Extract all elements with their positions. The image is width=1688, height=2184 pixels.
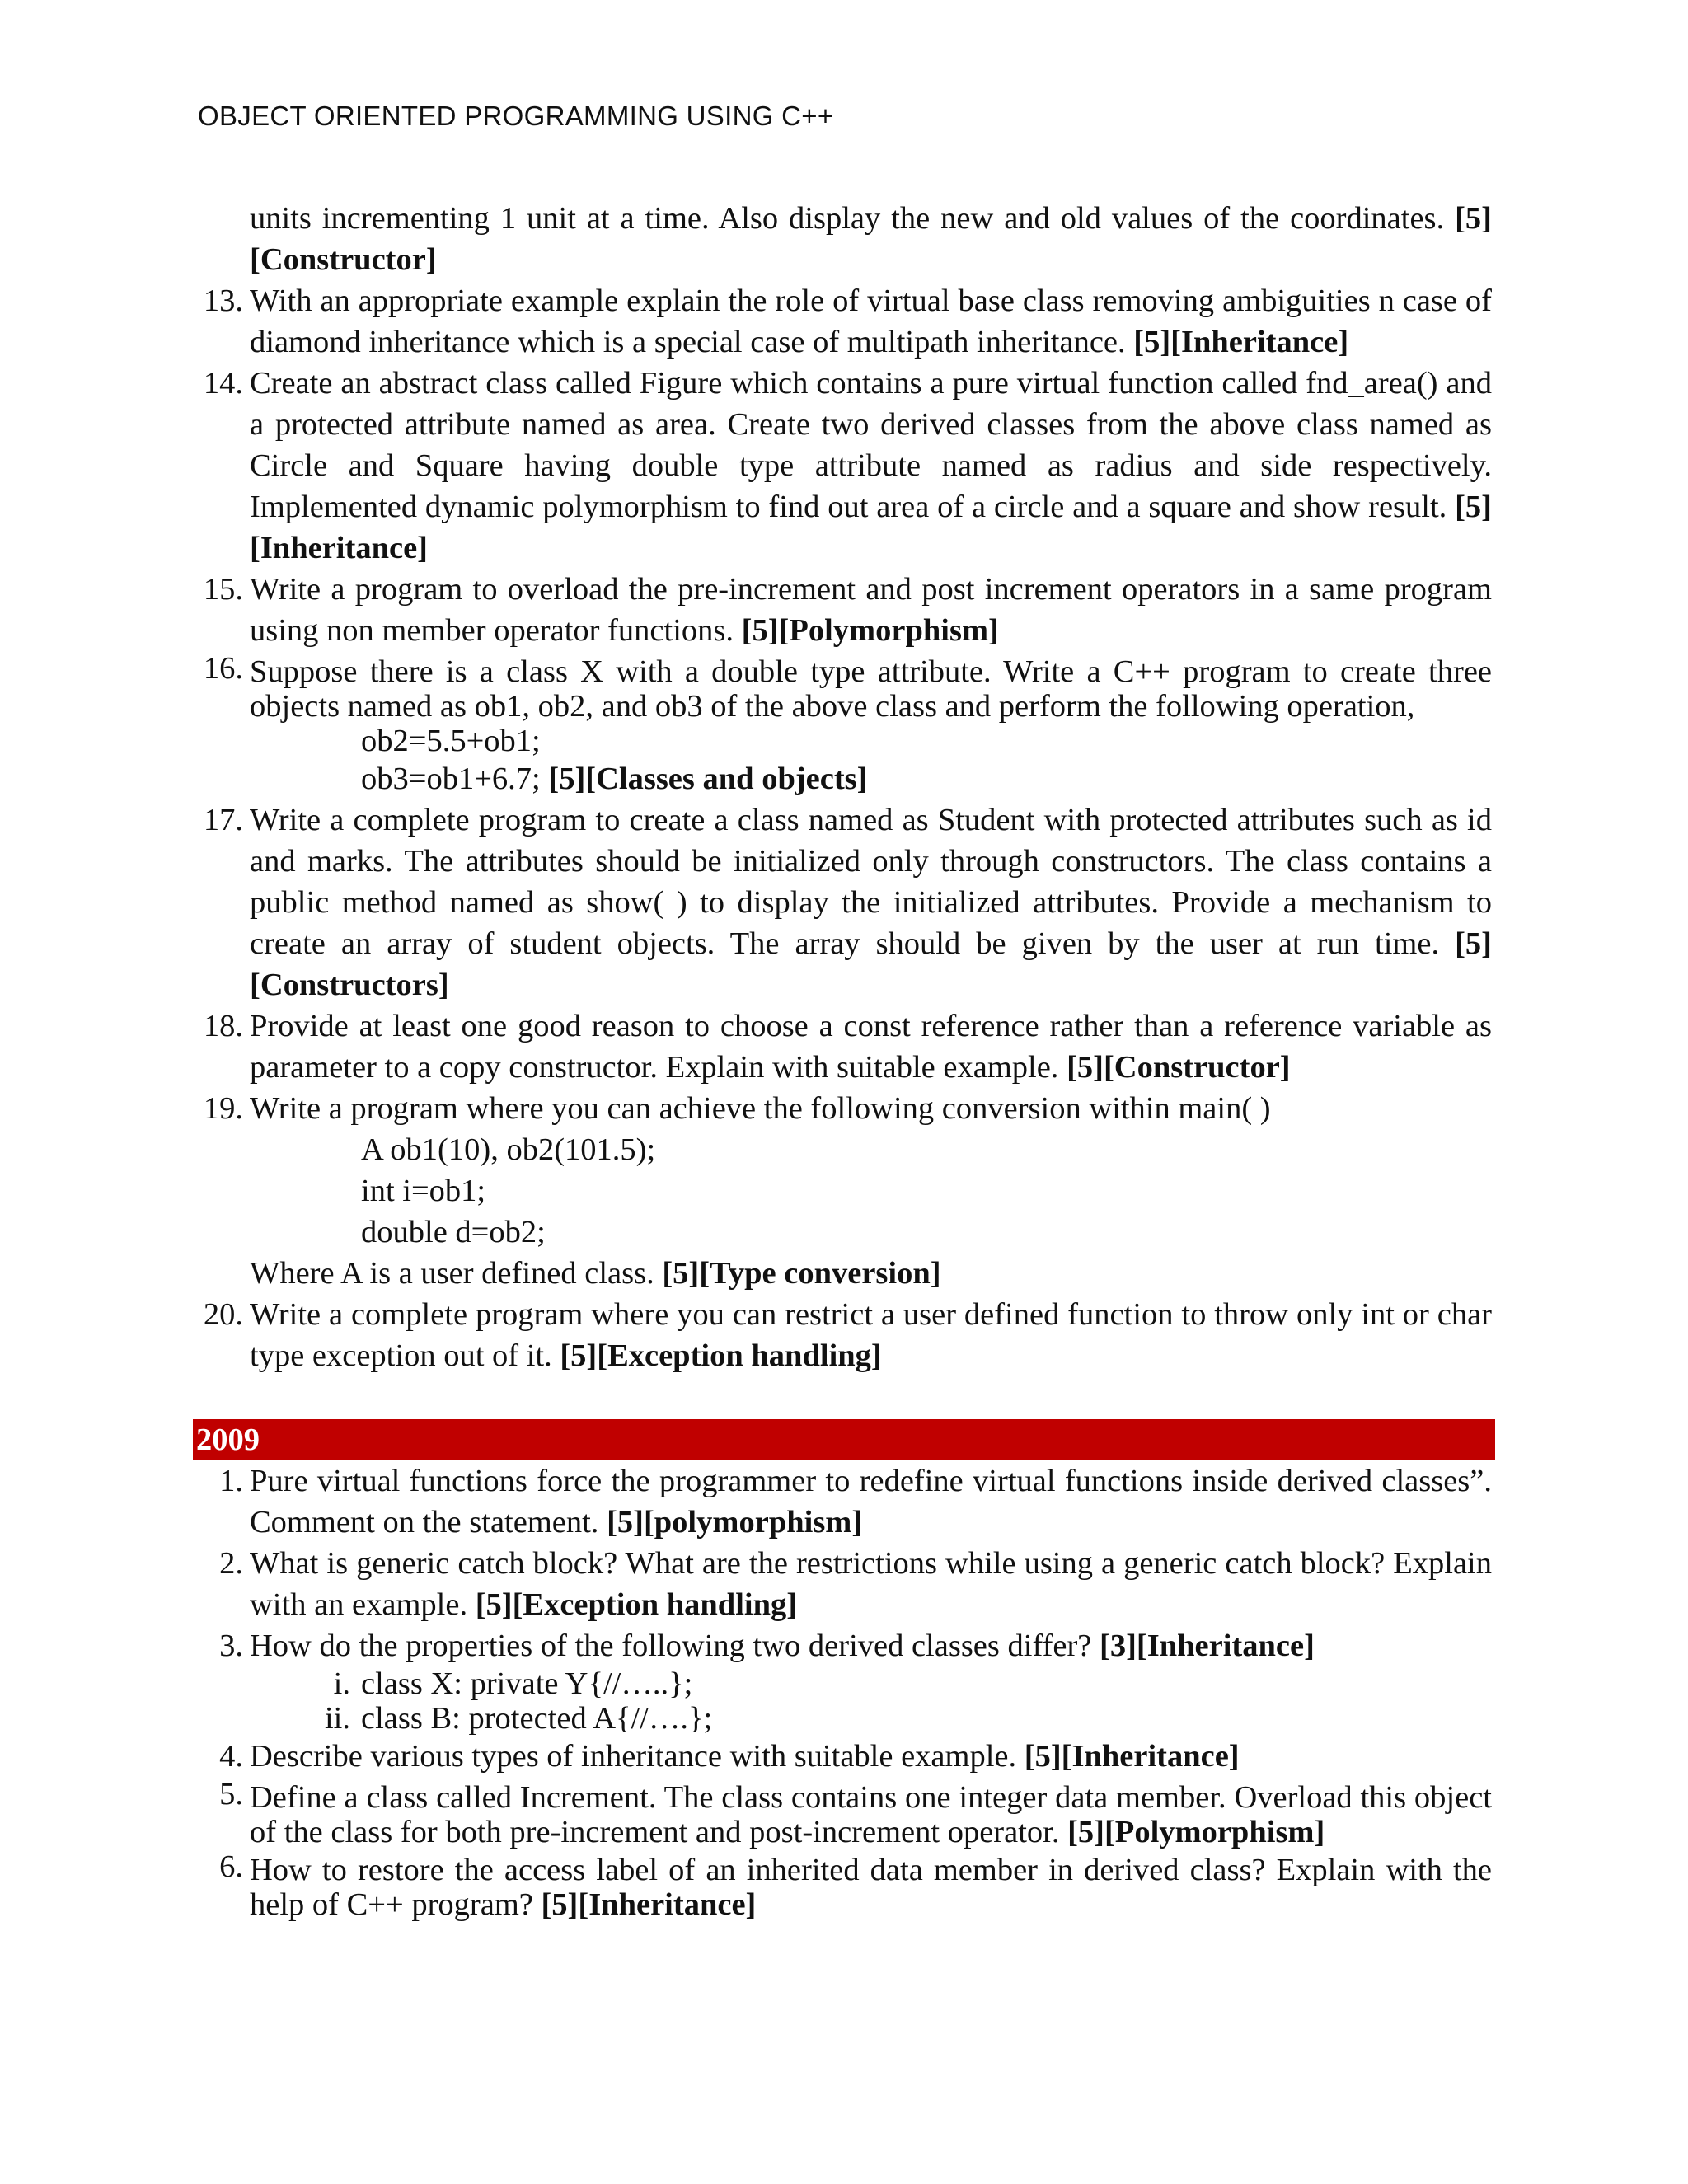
question-number: 15. — [203, 572, 243, 607]
question-20 — [195, 1294, 1492, 1376]
question-number: 2. — [219, 1546, 243, 1581]
question-number: 16. — [203, 651, 243, 686]
question-tag: [5][Inheritance] — [1024, 1739, 1240, 1774]
question-number: 18. — [203, 1009, 243, 1043]
question-text: How to restore the access label of an inherited data member in derived class? Explain with the help of C++ program? — [250, 1853, 1492, 1922]
sub-item — [250, 1701, 1492, 1736]
question-tag: [3][Inheritance] — [1100, 1629, 1315, 1663]
question-number: 20. — [203, 1297, 243, 1332]
question-text: Describe various types of inheritance with suitable example. — [250, 1739, 1017, 1774]
question-19 — [195, 1088, 1492, 1294]
question-number: 1. — [219, 1464, 243, 1498]
question-text: Suppose there is a class X with a double type attribute. Write a C++ program to create three objects named as ob1, ob2, and ob3 of the above class and perform the following operation, — [250, 654, 1492, 724]
sub-item-text: class B: protected A{//….}; — [361, 1701, 713, 1736]
question-text: How do the properties of the following two derived classes differ? — [250, 1629, 1092, 1663]
code-line: ob3=ob1+6.7; — [361, 762, 541, 796]
question-tag: [5][Classes and objects] — [548, 762, 868, 796]
question-number: 4. — [219, 1739, 243, 1774]
sub-item-number: i. — [333, 1666, 350, 1701]
code-line-with-tag — [250, 758, 1492, 799]
question-tag: [5][Exception handling] — [475, 1587, 798, 1622]
question-text: Where A is a user defined class. — [250, 1256, 654, 1291]
question-tag: [5][Polymorphism] — [741, 613, 999, 648]
question-15 — [195, 569, 1492, 651]
question-18 — [195, 1005, 1492, 1088]
question-number: 14. — [203, 366, 243, 401]
question-number: 13. — [203, 284, 243, 318]
code-line: A ob1(10), ob2(101.5); — [361, 1132, 656, 1167]
question-tag: [5][Polymorphism] — [1067, 1815, 1325, 1849]
question-text: Write a program to overload the pre-increment and post increment operators in a same program using non member operator functions. — [250, 572, 1492, 648]
question-2009-2 — [195, 1543, 1492, 1625]
question-number: 5. — [219, 1777, 243, 1811]
question-text: Write a complete program where you can restrict a user defined function to throw only int or char type exception out of it. — [250, 1297, 1492, 1373]
question-tag: [5][Constructors] — [250, 926, 1492, 1002]
sub-item-text: class X: private Y{//…..}; — [361, 1666, 693, 1701]
code-line: double d=ob2; — [361, 1215, 546, 1249]
question-number: 3. — [219, 1629, 243, 1663]
question-tag: [5][Type conversion] — [662, 1256, 941, 1291]
question-text: Provide at least one good reason to choose a const reference rather than a reference variable as parameter to a copy constructor. Explain with suitable example. — [250, 1009, 1492, 1085]
question-13 — [195, 280, 1492, 363]
question-tag: [5][Constructor] — [1067, 1050, 1291, 1085]
question-text: Create an abstract class called Figure which contains a pure virtual function called fnd_area() and a protected attribute named as area. Create two derived classes from the above class named as Circle and Square having double type attribute named as radius and side respectively. Implemented dynamic polymorphism to find out area of a circle and a square and show result. — [250, 366, 1492, 524]
question-16 — [195, 651, 1492, 799]
question-tag: [5][Exception handling] — [560, 1338, 882, 1373]
question-2009-6 — [195, 1849, 1492, 1922]
question-tag: [5][Inheritance] — [250, 490, 1492, 565]
question-2009-5 — [195, 1777, 1492, 1849]
question-text: With an appropriate example explain the role of virtual base class removing ambiguities n case of diamond inheritance which is a special case of multipath inheritance. — [250, 284, 1492, 359]
question-tag: [5][polymorphism] — [607, 1505, 863, 1540]
code-line: int i=ob1; — [361, 1174, 486, 1208]
page-header: OBJECT ORIENTED PROGRAMMING USING C++ — [198, 101, 834, 131]
question-2009-1 — [195, 1460, 1492, 1543]
question-14 — [195, 363, 1492, 569]
question-text: Pure virtual functions force the programmer to redefine virtual functions inside derived classes”. Comment on the statement. — [250, 1464, 1492, 1540]
question-list — [195, 198, 1492, 1922]
question-12-continuation — [195, 198, 1492, 280]
question-tag: [5][Constructor] — [250, 201, 1493, 277]
question-tag: [5][Inheritance] — [1133, 325, 1349, 359]
question-text: Write a complete program to create a class named as Student with protected attributes such as id and marks. The attributes should be initialized only through constructors. The class contains a public method named as show( ) to display the initialized attributes. Provide a mechanism to create an array of student objects. The array should be given by the user at run time. — [250, 803, 1492, 961]
question-number: 6. — [219, 1849, 243, 1884]
question-number: 17. — [203, 803, 243, 837]
question-text: Define a class called Increment. The class contains one integer data member. Overload this object of the class for both pre-increment and post-increment operator. — [250, 1780, 1492, 1849]
code-line: ob2=5.5+ob1; — [361, 724, 541, 758]
sub-item-number: ii. — [324, 1701, 350, 1736]
question-text: What is generic catch block? What are the restrictions while using a generic catch block? Explain with an example. — [250, 1546, 1492, 1622]
question-tag: [5][Inheritance] — [541, 1887, 757, 1922]
question-number: 19. — [203, 1091, 243, 1126]
question-2009-3 — [195, 1625, 1492, 1736]
question-2009-4 — [195, 1736, 1492, 1777]
question-17 — [195, 799, 1492, 1005]
sub-item — [250, 1666, 1492, 1701]
question-text: Write a program where you can achieve the following conversion within main( ) — [250, 1091, 1271, 1126]
question-footer — [250, 1253, 1492, 1294]
year-heading: 2009 — [193, 1419, 1495, 1460]
question-text: units incrementing 1 unit at a time. Also display the new and old values of the coordinates. — [250, 201, 1445, 236]
